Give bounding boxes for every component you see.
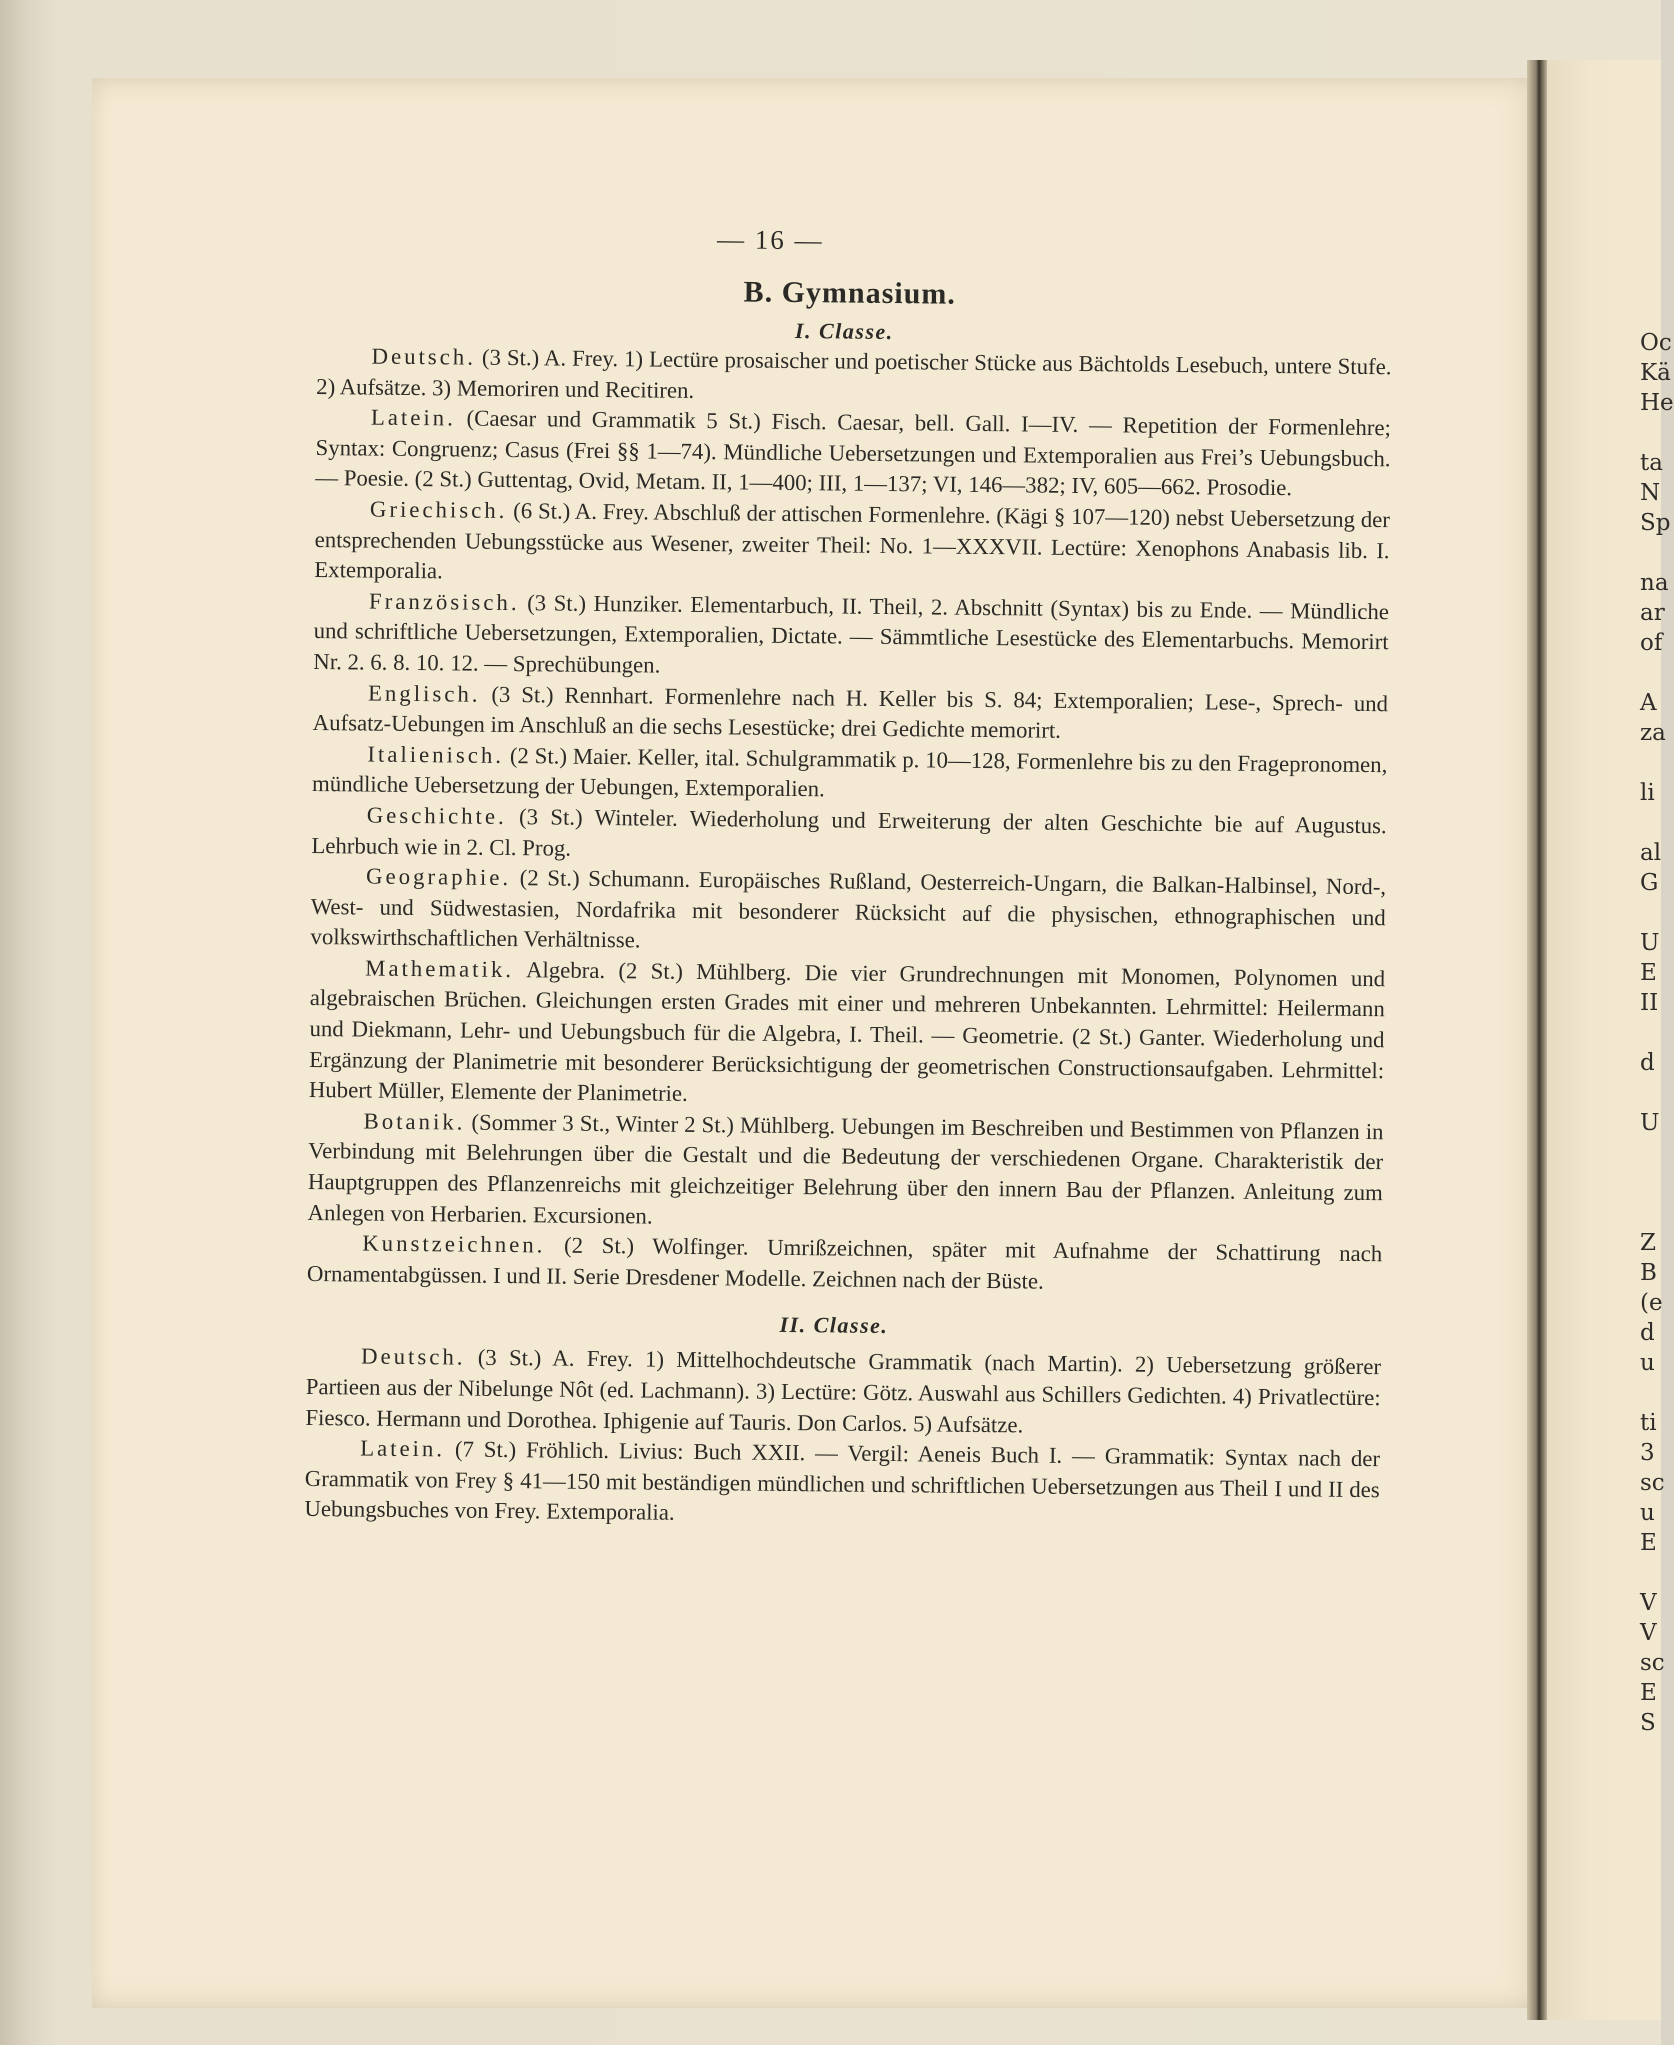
next-page-fragment: U: [1640, 1110, 1660, 1136]
next-page-fragment: He: [1640, 390, 1674, 416]
subject-entry: [307, 1228, 1383, 1300]
subject-body: (3 St.) A. Frey. 1) Lectüre prosaischer und poetischer Stücke aus Bächtolds Lesebuch, untere Stufe. 2) Aufsätze. 3) Memoriren und Recitiren.: [316, 344, 1392, 403]
subject-name: Deutsch.: [360, 1343, 466, 1371]
next-page-fragment: N: [1640, 480, 1661, 506]
subject-body: (2 St.) Schumann. Europäisches Rußland, Oesterreich-Ungarn, die Balkan-Halbinsel, Nord-, West- und Südwestasien, Nordafrika mit besonderer Rücksicht auf die physischen, ethnographischen und volkswirthschaftlichen Verhältnisse.: [310, 865, 1387, 953]
next-page-fragment: U: [1640, 930, 1660, 956]
next-page-fragment: na: [1640, 570, 1669, 596]
subject-body: (6 St.) A. Frey. Abschluß der attischen Formenlehre. (Kägi § 107—120) nebst Uebersetzung der entsprechenden Uebungsstücke aus Wesener, zweiter Theil: No. 1—XXXVII. Lectüre: Xenophons Anabasis lib. I. Extemporalia.: [314, 498, 1391, 584]
subject-body: (Sommer 3 St., Winter 2 St.) Mühlberg. Uebungen im Beschreiben und Bestimmen von Pflanzen in Verbindung mit Belehrungen über die Gestalt und die Bedeutung der verschiedenen Organe. Charakteristik der Hauptgruppen des Pflanzenreichs mit gleichzeitiger Belehrung über den innern Bau der Pflanzen. Anleitung zum Anlegen von Herbarien. Excursionen.: [307, 1109, 1384, 1229]
next-page-fragment: A: [1640, 690, 1657, 716]
subject-body: (2 St.) Maier. Keller, ital. Schulgrammatik p. 10—128, Formenlehre bis zu den Fragepronomen, mündliche Uebersetzung der Uebungen, Extemporalien.: [311, 742, 1388, 802]
next-page-fragment: E: [1640, 960, 1657, 986]
subject-entry: [304, 1433, 1380, 1536]
class-title: I. Classe.: [794, 318, 894, 345]
subject-body: (Caesar und Grammatik 5 St.) Fisch. Caesar, bell. Gall. I—IV. — Repetition der Formenlehre; Syntax: Congruenz; Casus (Frei §§ 1—74). Mündliche Uebersetzungen und Extemporalien aus Frei’s Uebungsbuch. — Poesie. (2 St.) Guttentag, Ovid, Metam. II, 1—400; III, 1—137; VI, 146—382; IV, 605—662. Prosodie.: [315, 405, 1392, 501]
next-page-fragment: u: [1640, 1500, 1655, 1526]
next-page-fragment: V: [1640, 1590, 1657, 1616]
subject-entry: [309, 953, 1386, 1117]
next-page-fragment: 3: [1640, 1440, 1655, 1466]
subject-name: Latein.: [360, 1435, 446, 1462]
subject-body: (3 St.) A. Frey. 1) Mittelhochdeutsche Grammatik (nach Martin). 2) Uebersetzung größerer Partieen aus der Nibelunge Nôt (ed. Lachmann). 3) Lectüre: Götz. Auswahl aus Schillers Gedichten. 4) Privatlectüre: Fiesco. Hermann und Dorothea. Iphigenie auf Tauris. Don Carlos. 5) Aufsätze.: [305, 1345, 1382, 1438]
subject-body: Algebra. (2 St.) Mühlberg. Die vier Grundrechnungen mit Monomen, Polynomen und algebraischen Brüchen. Gleichungen ersten Grades mit einer und mehreren Unbekannten. Lehrmittel: Heilermann und Diekmann, Lehr- und Uebungsbuch für die Algebra, I. Theil. — Geometrie. (2 St.) Ganter. Wiederholung und Ergänzung der Planimetrie mit besonderer Berücksichtigung der geometrischen Constructionsaufgaben. Lehrmittel: Hubert Müller, Elemente der Planimetrie.: [308, 957, 1386, 1107]
subject-entry: [307, 1106, 1383, 1240]
subject-entry: [314, 494, 1390, 597]
next-page-fragment: d: [1640, 1320, 1655, 1346]
next-page-fragment: za: [1640, 720, 1666, 746]
subject-entry: [313, 678, 1389, 750]
subject-name: Englisch.: [367, 680, 481, 707]
next-page-fragment: G: [1640, 870, 1659, 896]
subject-body: (7 St.) Fröhlich. Livius: Buch XXII. — Vergil: Aeneis Buch I. — Grammatik: Syntax nach der Grammatik von Frey § 41—150 mit beständigen mündlichen und schriftlichen Uebersetzungen aus Theil I und II des Uebungsbuches von Frey. Extemporalia.: [304, 1436, 1381, 1526]
subject-entry: [313, 586, 1389, 689]
next-page-fragment: (e: [1640, 1290, 1663, 1316]
subject-name: Deutsch.: [371, 343, 477, 370]
subject-entry: [310, 861, 1386, 964]
next-page-fragment: d: [1640, 1050, 1655, 1076]
subject-name: Griechisch.: [369, 496, 508, 523]
next-page-fragment: al: [1640, 840, 1662, 866]
next-page-fragment: ta: [1640, 450, 1663, 476]
next-page-fragment: of: [1640, 630, 1663, 656]
book-gutter: [1527, 60, 1547, 2020]
next-page-fragment: V: [1640, 1620, 1657, 1646]
subject-name: Geographie.: [366, 863, 512, 891]
subject-name: Französisch.: [368, 588, 520, 615]
subject-entry: [312, 739, 1388, 811]
subject-name: Italienisch.: [367, 741, 505, 768]
subject-body: (2 St.) Wolfinger. Umrißzeichnen, später mit Aufnahme der Schattirung nach Ornamentabgüssen. I und II. Serie Dresdener Modelle. Zeichnen nach der Büste.: [306, 1232, 1383, 1294]
subject-body: (3 St.) Rennhart. Formenlehre nach H. Keller bis S. 84; Extemporalien; Lese-, Sprech- und Aufsatz-Uebungen im Anschluß an die sechs Lesestücke; drei Gedichte memorirt.: [312, 681, 1389, 743]
class-title: II. Classe.: [779, 1312, 889, 1339]
subject-name: Latein.: [370, 404, 457, 431]
subject-entry: [311, 800, 1387, 872]
subject-body: (3 St.) Winteler. Wiederholung und Erweiterung der alten Geschichte bie auf Augustus. Lehrbuch wie in 2. Cl. Prog.: [311, 804, 1387, 861]
next-page-fragment: Sp: [1640, 510, 1671, 536]
next-page-fragment: ti: [1640, 1410, 1657, 1436]
subject-name: Geschichte.: [366, 802, 507, 829]
subject-name: Botanik.: [363, 1108, 466, 1135]
next-page-fragment: u: [1640, 1350, 1655, 1376]
next-page-edge: [1547, 60, 1674, 2020]
subject-name: Mathematik.: [365, 955, 515, 982]
class-block-1: [307, 313, 1392, 1301]
next-page-fragment: Kä: [1640, 360, 1671, 386]
subject-entry: [305, 1341, 1381, 1444]
next-page-fragment: li: [1640, 780, 1655, 806]
subject-entry: [315, 402, 1391, 505]
page-number: — 16 —: [716, 224, 824, 256]
next-page-fragment: Z: [1640, 1230, 1656, 1256]
next-page-fragment: Oc: [1640, 330, 1672, 356]
subject-name: Kunstzeichnen.: [362, 1230, 546, 1258]
subject-entry: [316, 341, 1392, 413]
next-page-fragment: sc: [1640, 1650, 1665, 1676]
next-page-fragment: sc: [1640, 1470, 1665, 1496]
section-title: B. Gymnasium.: [743, 275, 957, 311]
next-page-fragment: E: [1640, 1680, 1657, 1706]
next-page-fragment: B: [1640, 1260, 1657, 1286]
subject-body: (3 St.) Hunziker. Elementarbuch, II. Theil, 2. Abschnitt (Syntax) bis zu Ende. — Mündliche und schriftliche Uebersetzungen, Extemporalien, Dictate. — Sämmtliche Lesestücke des Elementarbuchs. Memorirt Nr. 2. 6. 8. 10. 12. — Sprechübungen.: [313, 589, 1390, 678]
next-page-fragment: II: [1640, 990, 1659, 1016]
next-page-fragment: ar: [1640, 600, 1665, 626]
next-page-fragment: S: [1640, 1710, 1656, 1736]
next-page-fragment: E: [1640, 1530, 1657, 1556]
page-content: [304, 220, 1393, 1536]
class-block-2: [304, 1307, 1381, 1536]
